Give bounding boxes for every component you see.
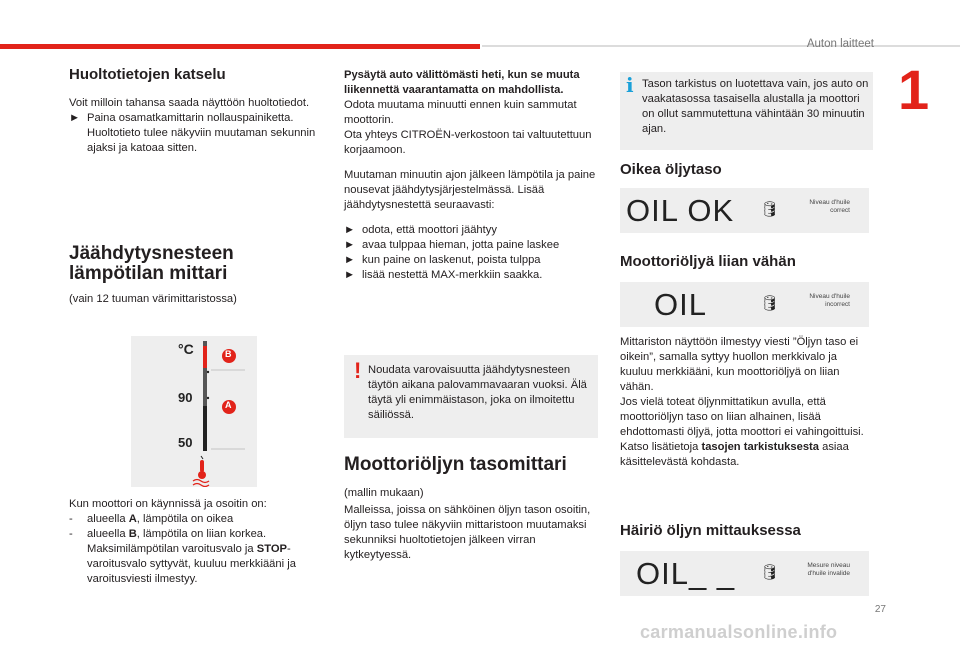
oil-can-icon: 🛢 xyxy=(760,201,780,218)
step-item: ► kun paine on laskenut, poista tulppa xyxy=(344,254,541,266)
gauge-value-low: 50 xyxy=(178,435,193,450)
oil-note: (mallin mukaan) xyxy=(344,487,424,499)
oil-section xyxy=(344,486,600,563)
dash-item-a: - alueella A, lämpötila on oikea xyxy=(69,513,234,525)
page-number: 27 xyxy=(874,604,886,615)
gauge-unit: °C xyxy=(178,341,194,357)
coolant-gauge-svg xyxy=(131,336,257,487)
contact-paragraph: Ota yhteys CITROËN-verkostoon tai valtuutettuun korjaamoon. xyxy=(344,129,592,156)
step-item: ► lisää nestettä MAX-merkkiin saakka. xyxy=(344,269,543,281)
oil-low-paragraph-1: Mittariston näyttöön ilmestyy viesti ”Öljyn taso ei oikein”, samalla syttyy huollon merkkivalo ja kuuluu merkkiääni, kun moottoriöljyä on liian vähän. xyxy=(620,336,859,393)
oil-fault-note: Mesure niveau d'huile invalide xyxy=(807,562,850,577)
heading-service-info: Huoltotietojen katselu xyxy=(69,66,226,83)
service-bullet: ► Paina osamatkamittarin nollauspainiketta. Huoltotieto tulee näkyviin muutaman sekunnin ajaksi ja katoaa sitten. xyxy=(69,112,316,154)
step-item: ► odota, että moottori jäähtyy xyxy=(344,224,497,236)
heading-coolant-line1: Jäähdytysnesteen xyxy=(69,243,234,264)
column-1 xyxy=(69,66,319,156)
header-red-bar xyxy=(0,44,480,49)
oil-gauge-heading: Moottoriöljyn tasomittari xyxy=(344,454,567,475)
oil-low-display xyxy=(620,282,869,327)
thermometer-icon xyxy=(193,460,209,487)
oil-ok-display xyxy=(620,188,869,233)
warning-icon: ! xyxy=(354,358,362,383)
stop-instruction: Pysäytä auto välittömästi heti, kun se muuta liikennettä vaarantamatta on mahdollista. xyxy=(344,69,580,96)
oil-low-display-text: OIL xyxy=(654,287,707,322)
oil-low-paragraph-3: Katso lisätietoja tasojen tarkistuksesta asiaa käsittelevästä kohdasta. xyxy=(620,441,849,468)
oil-low-paragraph-2: Jos vielä toteat öljynmittatikun avulla, että moottoriöljyn taso on liian alhainen, lisää ehdottomasti öljyä, jotta moottori ei vahingoittuisi. xyxy=(620,396,864,438)
coolant-note: (vain 12 tuuman värimittaristossa) xyxy=(69,293,237,305)
gauge-explanation xyxy=(69,497,319,587)
coolant-heading-block xyxy=(69,244,319,284)
info-icon: i xyxy=(626,73,634,97)
gauge-label-a: A xyxy=(225,400,232,410)
oil-low-text xyxy=(620,335,872,470)
wait-paragraph: Odota muutama minuutti ennen kuin sammutat moottorin. xyxy=(344,99,577,126)
warning-box xyxy=(344,355,598,438)
coolant-steps xyxy=(344,223,600,283)
heading-coolant-line2: lämpötilan mittari xyxy=(69,263,228,284)
oil-fault-display-text: OIL_ _ xyxy=(636,556,736,591)
coolant-gauge-image xyxy=(131,336,257,487)
dash-item-b: - alueella B, lämpötila on liian korkea. Maksimilämpötilan varoitusvalo ja STOP-varoitusvalo syttyvät, kuuluu merkkiääni ja varoitusviesti ilmestyy. xyxy=(69,528,296,585)
oil-ok-note: Niveau d'huile correct xyxy=(809,199,850,214)
bullet-marker: ► xyxy=(69,112,81,124)
header-grey-bar xyxy=(482,45,960,47)
oil-paragraph: Malleissa, joissa on sähköinen öljyn tason osoitin, öljyn taso tulee näkyviin mittaristoon muutamaksi sekunniksi huoltotietojen jälkeen virran kytkeytyessä. xyxy=(344,504,591,561)
warning-text: Noudata varovaisuutta jäähdytysnesteen täytön aikana palovammavaaran vuoksi. Älä täytä yli enimmäistason, joka on ilmoitettu säiliössä. xyxy=(368,364,587,421)
info-box xyxy=(620,72,873,150)
gauge-label-b: B xyxy=(225,349,232,359)
oil-can-icon: 🛢 xyxy=(760,564,780,581)
oil-fault-display xyxy=(620,551,869,596)
section-title: Auton laitteet xyxy=(806,38,874,50)
after-paragraph: Muutaman minuutin ajon jälkeen lämpötila ja paine nousevat jäähdytysjärjestelmässä. Lisää jäähdytysnestettä seuraavasti: xyxy=(344,169,596,211)
oil-low-note: Niveau d'huile incorrect xyxy=(809,293,850,308)
oil-fault-heading: Häiriö öljyn mittauksessa xyxy=(620,522,801,539)
oil-ok-display-text: OIL OK xyxy=(626,193,735,228)
step-item: ► avaa tulppaa hieman, jotta paine laskee xyxy=(344,239,560,251)
oil-can-icon: 🛢 xyxy=(760,295,780,312)
oil-ok-heading: Oikea öljytaso xyxy=(620,161,722,178)
service-paragraph: Voit milloin tahansa saada näyttöön huoltotiedot. xyxy=(69,97,310,109)
info-text: Tason tarkistus on luotettava vain, jos auto on vaakatasossa tasaisella alustalla ja moottori on ollut sammutettuna vähintään 30 minuutin ajan. xyxy=(642,78,869,135)
column-2 xyxy=(344,68,600,283)
running-paragraph: Kun moottori on käynnissä ja osoitin on: xyxy=(69,498,267,510)
watermark: carmanualsonline.info xyxy=(640,622,838,642)
oil-low-heading: Moottoriöljyä liian vähän xyxy=(620,253,796,270)
chapter-number: 1 xyxy=(898,58,930,121)
gauge-value-high: 90 xyxy=(178,390,193,405)
